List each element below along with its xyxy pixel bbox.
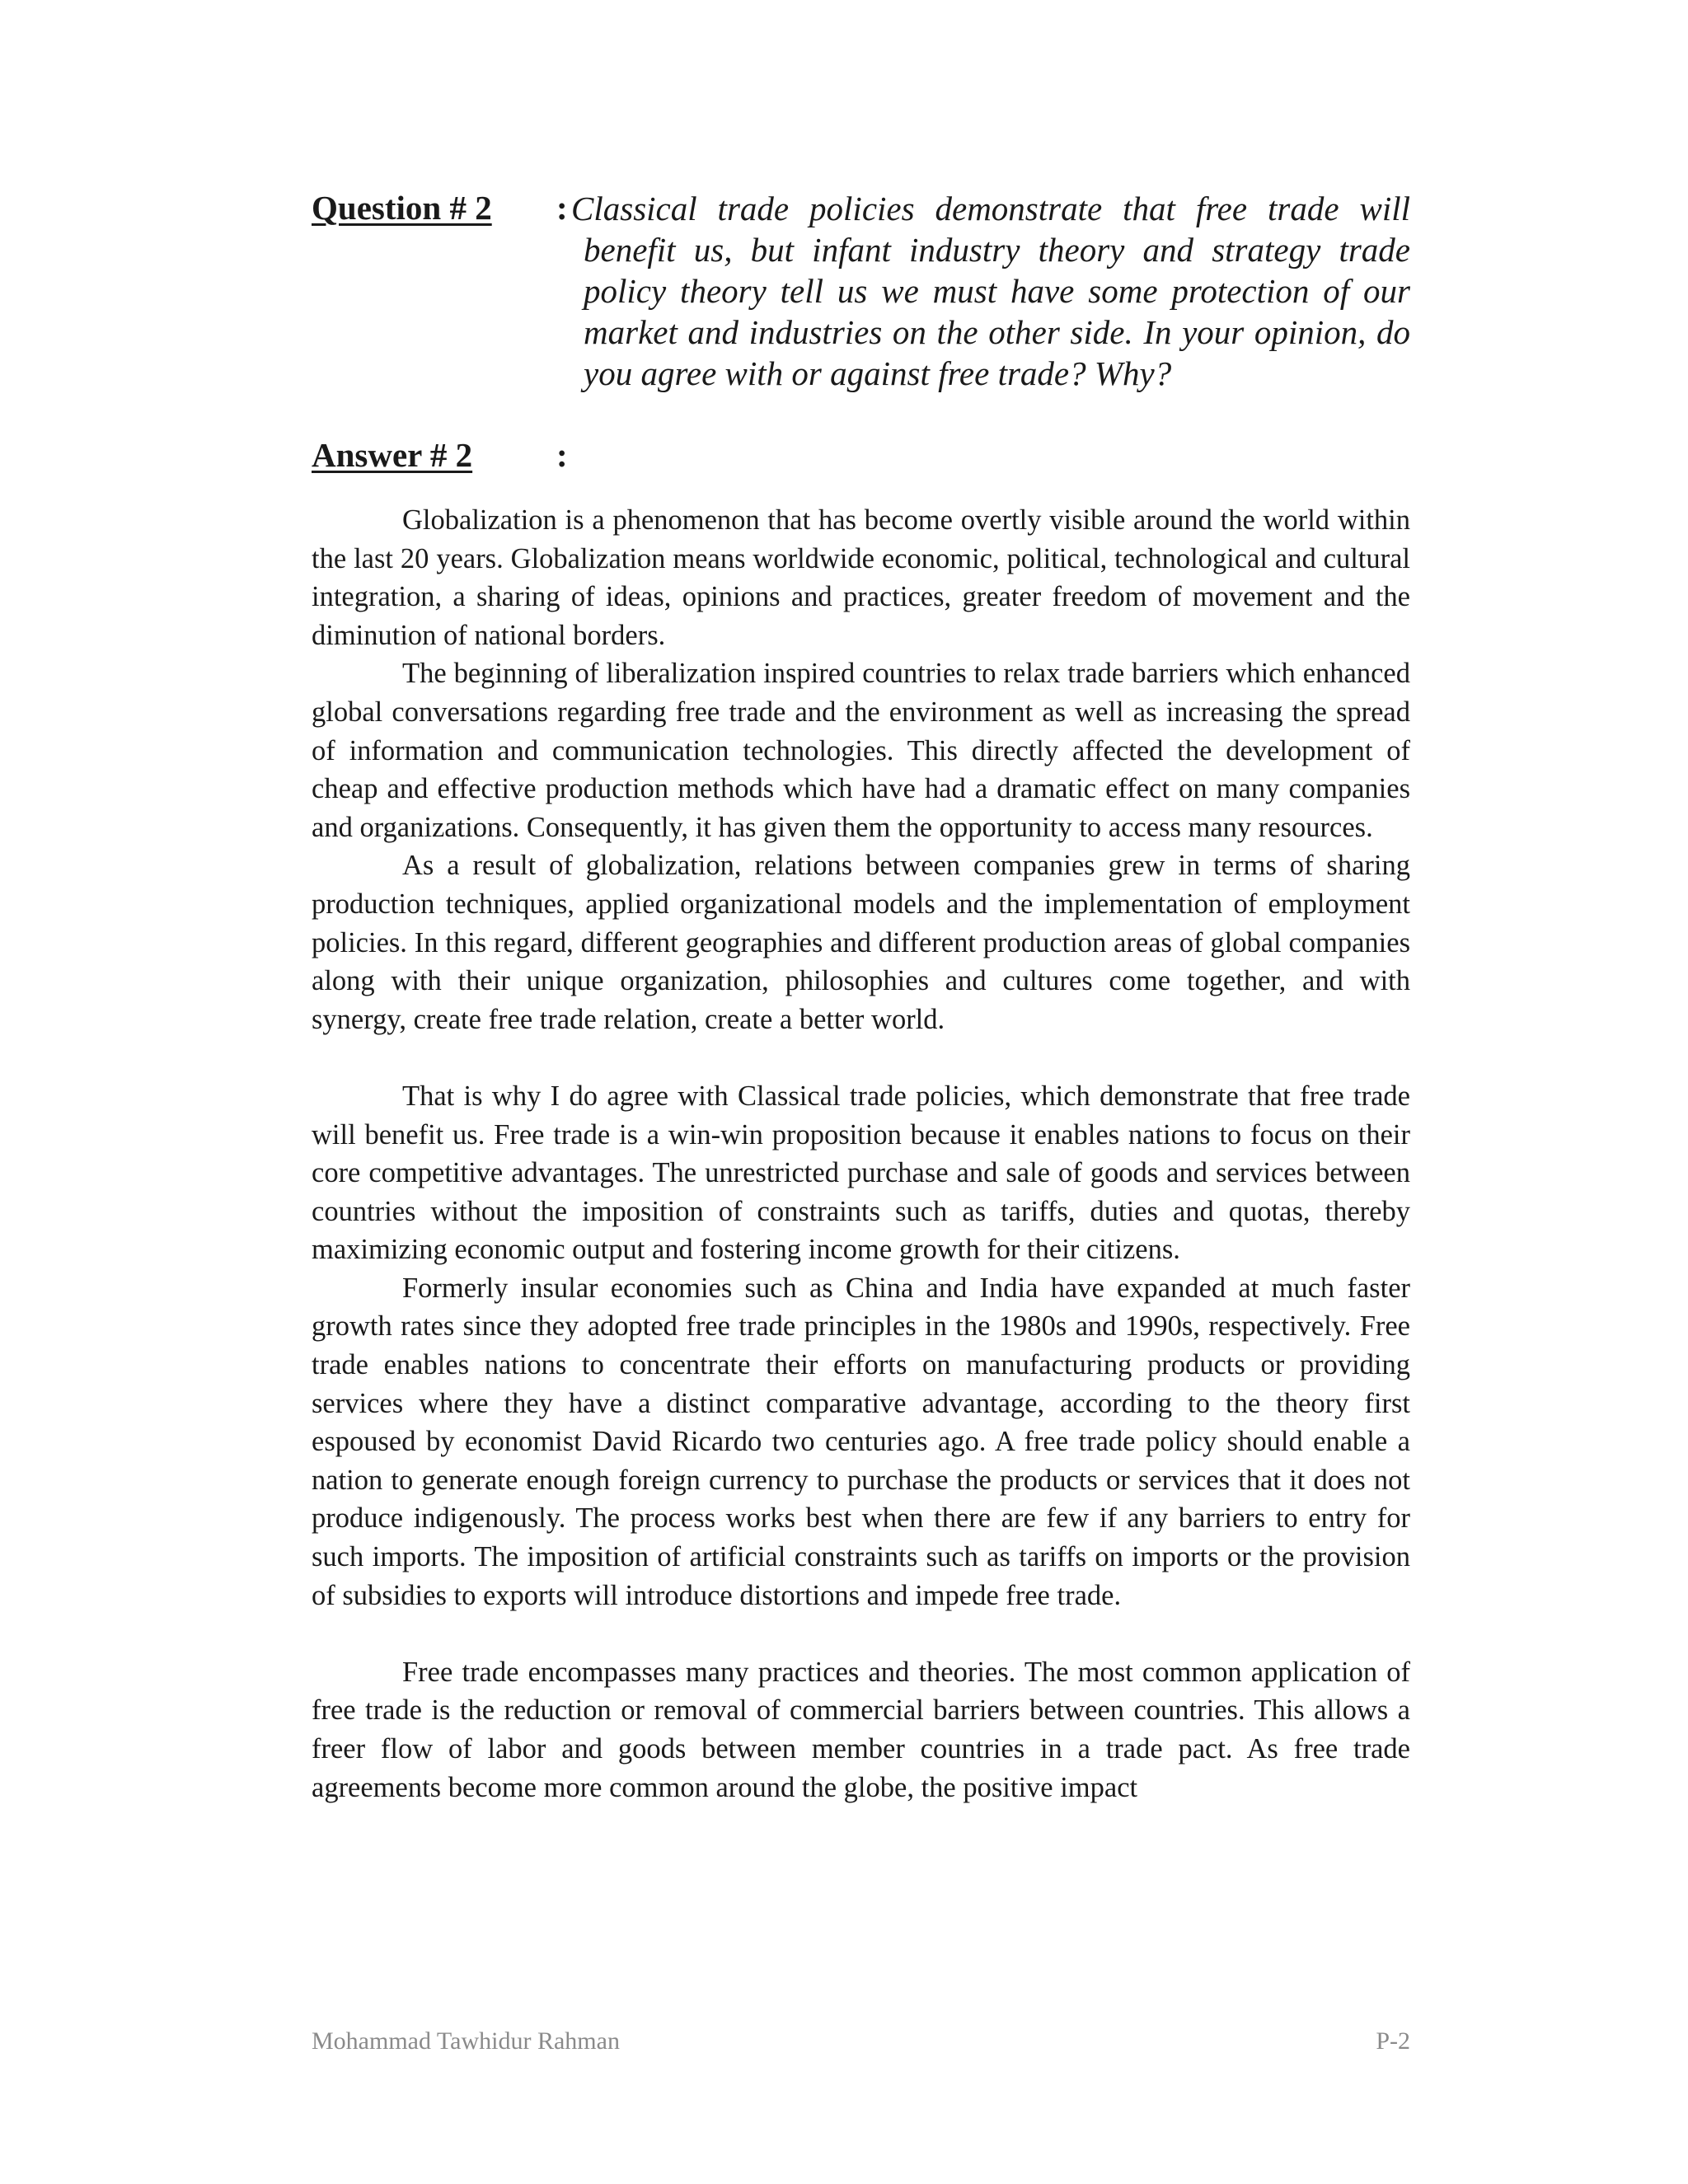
paragraph-3: As a result of globalization, relations between companies grew in terms of sharing production techniques, applied organizational models and the implementation of employment policies. In this regard, different geographies and different production areas of global companies along with their unique organization, philosophies and cultures come together, and with synergy, create free trade relation, create a better world. bbox=[312, 850, 1410, 1035]
answer-label: Answer # 2 bbox=[312, 436, 473, 474]
answer-body bbox=[312, 501, 1410, 1807]
footer-page-number: P-2 bbox=[1376, 2027, 1410, 2055]
paragraph-1: Globalization is a phenomenon that has become overtly visible around the world within the last 20 years. Globalization means worldwide economic, political, technological and cultural integration, a sharing of ideas, opinions and practices, greater freedom of movement and the diminution of national borders. bbox=[312, 504, 1410, 651]
paragraph-5: Formerly insular economies such as China and India have expanded at much faster growth rates since they adopted free trade principles in the 1980s and 1990s, respectively. Free trade enables nations to concentrate their efforts on manufacturing products or providing services where they have a distinct comparative advantage, according to the theory first espoused by economist David Ricardo two centuries ago. A free trade policy should enable a nation to generate enough foreign currency to purchase the products or services that it does not produce indigenously. The process works best when there are few if any barriers to entry for such imports. The imposition of artificial constraints such as tariffs on imports or the provision of subsidies to exports will introduce distortions and impede free trade. bbox=[312, 1272, 1410, 1611]
paragraph-gap bbox=[312, 1038, 1410, 1077]
question-label: Question # 2 bbox=[312, 189, 492, 227]
document-page bbox=[312, 0, 1410, 2184]
paragraph-4: That is why I do agree with Classical trade policies, which demonstrate that free trade will benefit us. Free trade is a win-win proposition because it enables nations to focus on their core competitive advantages. The unrestricted purchase and sale of goods and services between countries without the imposition of constraints such as tariffs, duties and quotas, thereby maximizing economic output and fostering income growth for their citizens. bbox=[312, 1080, 1410, 1266]
question-colon: : bbox=[556, 189, 568, 227]
footer-author: Mohammad Tawhidur Rahman bbox=[312, 2027, 620, 2055]
answer-colon: : bbox=[556, 436, 568, 474]
question-text: Classical trade policies demonstrate that free trade will benefit us, but infant industry theory and strategy trade policy theory tell us we must have some protection of our market and industries on the other side. In your opinion, do you agree with or against free trade? Why? bbox=[571, 190, 1410, 392]
paragraph-2: The beginning of liberalization inspired countries to relax trade barriers which enhanced global conversations regarding free trade and the environment as well as increasing the spread of information and communication technologies. This directly affected the development of cheap and effective production methods which have had a dramatic effect on many companies and organizations. Consequently, it has given them the opportunity to access many resources. bbox=[312, 658, 1410, 843]
paragraph-6: Free trade encompasses many practices and theories. The most common application of free trade is the reduction or removal of commercial barriers between countries. This allows a freer flow of labor and goods between member countries in a trade pact. As free trade agreements become more common around the globe, the positive impact bbox=[312, 1656, 1410, 1803]
paragraph-gap bbox=[312, 1615, 1410, 1653]
